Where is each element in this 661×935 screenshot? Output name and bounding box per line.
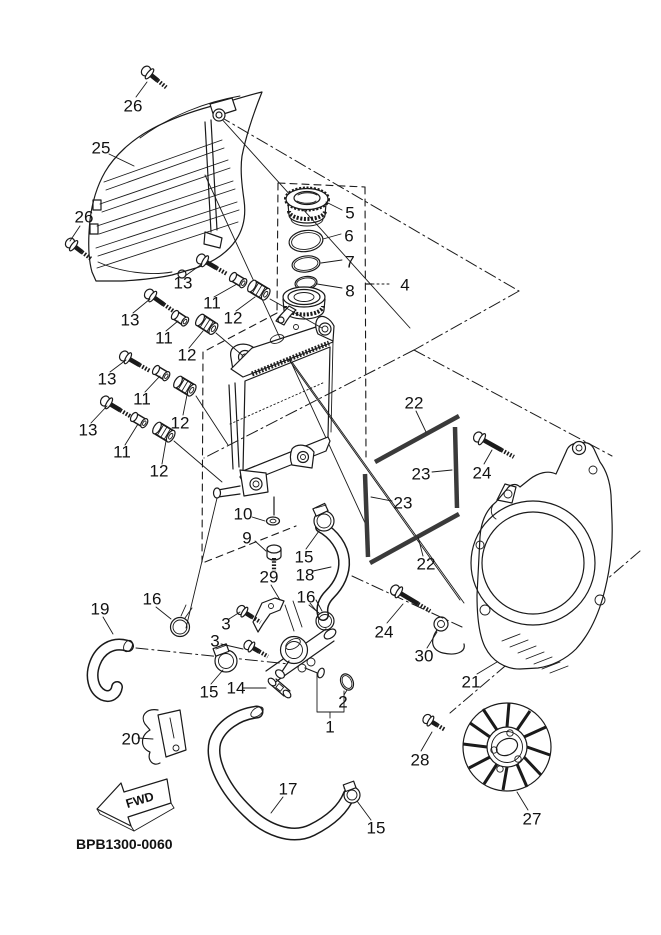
bolt-26-top <box>139 64 170 93</box>
part-callout-16: 16 <box>296 587 316 607</box>
part-callout-13: 13 <box>97 369 117 389</box>
bolt-26-left <box>63 236 95 264</box>
hose-clamp-15-upper <box>313 503 334 531</box>
thermostat-housing <box>281 637 308 664</box>
part-callout-11: 11 <box>113 442 131 462</box>
part-callout-12: 12 <box>223 308 243 328</box>
radiator-cap <box>286 189 328 227</box>
grommet-12-3 <box>172 375 198 398</box>
seal-strips <box>365 416 459 563</box>
crankcase-arm-boss <box>573 442 586 455</box>
part-callout-6: 6 <box>344 226 354 246</box>
part-callout-8: 8 <box>345 281 355 301</box>
part-callout-17: 17 <box>278 779 298 799</box>
grommet-12-1 <box>246 279 272 302</box>
collar-11-4 <box>129 411 149 429</box>
part-callout-22: 22 <box>404 393 424 413</box>
part-callout-18: 18 <box>295 565 315 585</box>
part-callout-20: 20 <box>121 729 141 749</box>
bolt-3-lower <box>242 638 271 661</box>
part-callout-12: 12 <box>177 345 197 365</box>
part-callout-26: 26 <box>123 96 143 116</box>
part-callout-23: 23 <box>393 493 413 513</box>
part-callout-15: 15 <box>366 818 386 838</box>
seal-strip-23-right <box>455 427 457 508</box>
part-callout-12: 12 <box>149 461 169 481</box>
part-callout-22: 22 <box>416 554 436 574</box>
part-callout-3: 3 <box>210 631 220 651</box>
seal-strip-22-bottom <box>370 514 459 563</box>
part-callout-25: 25 <box>91 138 111 158</box>
o-ring-2 <box>338 672 356 692</box>
part-callout-10: 10 <box>233 504 253 524</box>
radiator-hose-18 <box>321 527 344 615</box>
part-callout-27: 27 <box>522 809 542 829</box>
fwd-arrow-label: FWD <box>124 789 156 812</box>
mount-hardware <box>98 252 322 482</box>
hose-clamp-15-lower <box>343 781 360 803</box>
fwd-arrow <box>97 779 174 831</box>
bolt-24-lower <box>388 583 433 617</box>
part-callout-23: 23 <box>411 464 431 484</box>
part-callout-24: 24 <box>472 463 492 483</box>
bracket-20 <box>143 710 187 764</box>
part-callout-12: 12 <box>170 413 190 433</box>
drain-washer-10 <box>267 517 280 525</box>
cooling-fan <box>463 703 551 791</box>
part-callout-15: 15 <box>199 682 219 702</box>
part-callout-1: 1 <box>325 717 335 737</box>
bracket-29 <box>253 598 302 632</box>
part-callout-11: 11 <box>155 328 173 348</box>
part-callout-15: 15 <box>294 547 314 567</box>
part-callout-29: 29 <box>259 567 279 587</box>
part-callout-21: 21 <box>461 672 481 692</box>
radiator-drain-block <box>240 470 268 496</box>
drawing-code: BPB1300-0060 <box>76 836 173 852</box>
radiator-shroud <box>89 92 262 281</box>
o-ring-large-6 <box>288 228 325 254</box>
part-callout-19: 19 <box>90 599 110 619</box>
part-callout-30: 30 <box>414 646 434 666</box>
bolt-13-4 <box>98 394 134 422</box>
part-callout-13: 13 <box>173 273 193 293</box>
collar-11-3 <box>151 364 171 382</box>
part-callout-14: 14 <box>226 678 246 698</box>
collar-11-1 <box>228 271 248 289</box>
o-ring-mid-7 <box>291 254 321 274</box>
fan-bolt-28 <box>421 712 447 734</box>
collar-11-2 <box>170 309 190 327</box>
shroud-bolt-boss <box>213 109 225 121</box>
hose-clamp-16-left <box>171 605 193 637</box>
part-callout-4: 4 <box>400 275 410 295</box>
part-callout-9: 9 <box>242 528 252 548</box>
crankcase-cover <box>471 442 612 674</box>
part-callout-16: 16 <box>142 589 162 609</box>
seal-strip-22-top <box>375 416 459 462</box>
water-pipe-assembly <box>266 627 338 683</box>
part-callout-5: 5 <box>345 203 355 223</box>
part-callout-24: 24 <box>374 622 394 642</box>
part-callout-13: 13 <box>78 420 98 440</box>
grommet-12-2 <box>194 313 220 336</box>
radiator-foot-right <box>291 445 315 468</box>
part-callout-3: 3 <box>221 614 231 634</box>
part-callout-11: 11 <box>203 293 221 313</box>
part-callout-7: 7 <box>345 252 355 272</box>
seal-strip-23-left <box>365 474 368 557</box>
part-callout-11: 11 <box>133 389 151 409</box>
part-callout-28: 28 <box>410 750 430 770</box>
radiator-outlet-spigot <box>214 488 221 498</box>
bolt-24-upper <box>471 430 517 463</box>
part-callout-2: 2 <box>338 692 348 712</box>
radiator-hose-19 <box>93 639 135 696</box>
part-callout-13: 13 <box>120 310 140 330</box>
assembly-dashed-box <box>202 183 392 562</box>
pipe-joint-14 <box>267 677 293 700</box>
wire-clip-30 <box>433 617 465 654</box>
part-callout-26: 26 <box>74 207 94 227</box>
